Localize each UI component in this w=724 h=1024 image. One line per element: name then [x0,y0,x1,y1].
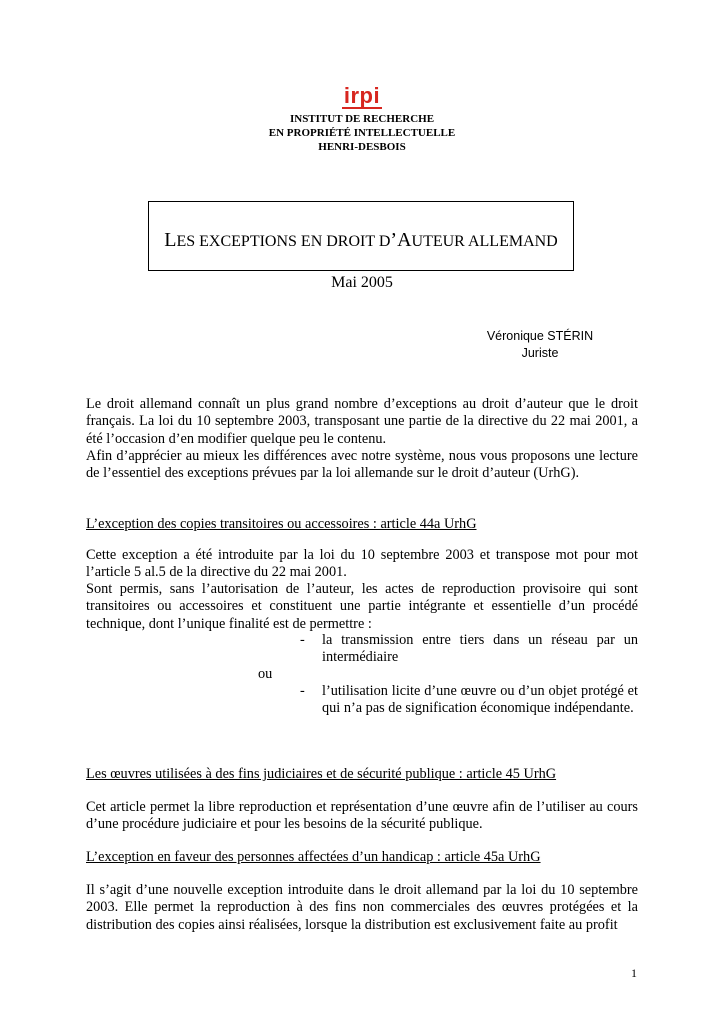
intro-paragraph-2: Afin d’apprécier au mieux les différences avec notre système, nous vous proposons une lecture de l’essentiel des exceptions prévues par la loi allemande sur le droit d’auteur (UrhG). [86,448,638,482]
institute-name [0,112,724,154]
title-cap-2: ’A [390,229,412,251]
section-2-heading: Les œuvres utilisées à des fins judiciaires et de sécurité publique : article 45 UrhG [86,766,557,782]
page-number: 1 [631,966,637,980]
bullet-text: l’utilisation licite d’une œuvre ou d’un objet protégé et qui n’a pas de signification économique indépendante. [322,683,638,717]
section-1-bullet-2 [300,683,638,718]
section-1-paragraph-2: Sont permis, sans l’autorisation de l’auteur, les actes de reproduction provisoire qui sont transitoires ou accessoires et constituent une partie intégrante et essentielle d’un procédé technique, dont l’unique finalité est de permettre : [86,581,638,632]
title-part-2: UTEUR ALLEMAND [411,233,558,250]
section-3-heading: L’exception en faveur des personnes affectées d’un handicap : article 45a UrhG [86,849,541,865]
title-box [148,201,574,271]
section-1-heading: L’exception des copies transitoires ou accessoires : article 44a UrhG [86,516,477,532]
bullet-connector: ou [258,666,273,682]
section-2-paragraph-1: Cet article permet la libre reproduction et représentation d’une œuvre afin de l’utiliser au cours d’une procédure judiciaire et pour les besoins de la sécurité publique. [86,799,638,833]
title-cap-1: L [164,229,177,251]
section-1-bullet-1 [300,632,638,667]
document-date: Mai 2005 [331,274,393,291]
title-part-1: ES EXCEPTIONS EN DROIT D [176,233,391,250]
author-name: Véronique STÉRIN [486,329,594,343]
document-title [149,229,573,252]
bullet-dash: - [300,632,305,648]
section-1-paragraph-1: Cette exception a été introduite par la loi du 10 septembre 2003 et transpose mot pour mot l’article 5 al.5 de la directive du 22 mai 2001. [86,547,638,581]
institute-line-1: INSTITUT DE RECHERCHE [289,113,435,125]
irpi-logo: irpi [343,83,381,108]
author-block [470,328,610,362]
institute-header [0,83,724,154]
intro-paragraph-1: Le droit allemand connaît un plus grand nombre d’exceptions au droit d’auteur que le droit français. La loi du 10 septembre 2003, transposant une partie de la directive du 22 mai 2001, a été l’occasion d’en modifier quelque peu le contenu. [86,396,638,447]
author-role: Juriste [521,346,559,360]
section-3-paragraph-1: Il s’agit d’une nouvelle exception introduite dans le droit allemand par la loi du 10 septembre 2003. Elle permet la reproduction à des fins non commerciales des œuvres protégées et la distribution des copies ainsi réalisées, lorsque la distribution est exclusivement faite au profit [86,882,638,933]
institute-line-2: EN PROPRIÉTÉ INTELLECTUELLE [268,127,456,139]
institute-line-3: HENRI-DESBOIS [318,141,406,153]
bullet-dash: - [300,683,305,699]
bullet-text: la transmission entre tiers dans un réseau par un intermédiaire [322,632,638,666]
